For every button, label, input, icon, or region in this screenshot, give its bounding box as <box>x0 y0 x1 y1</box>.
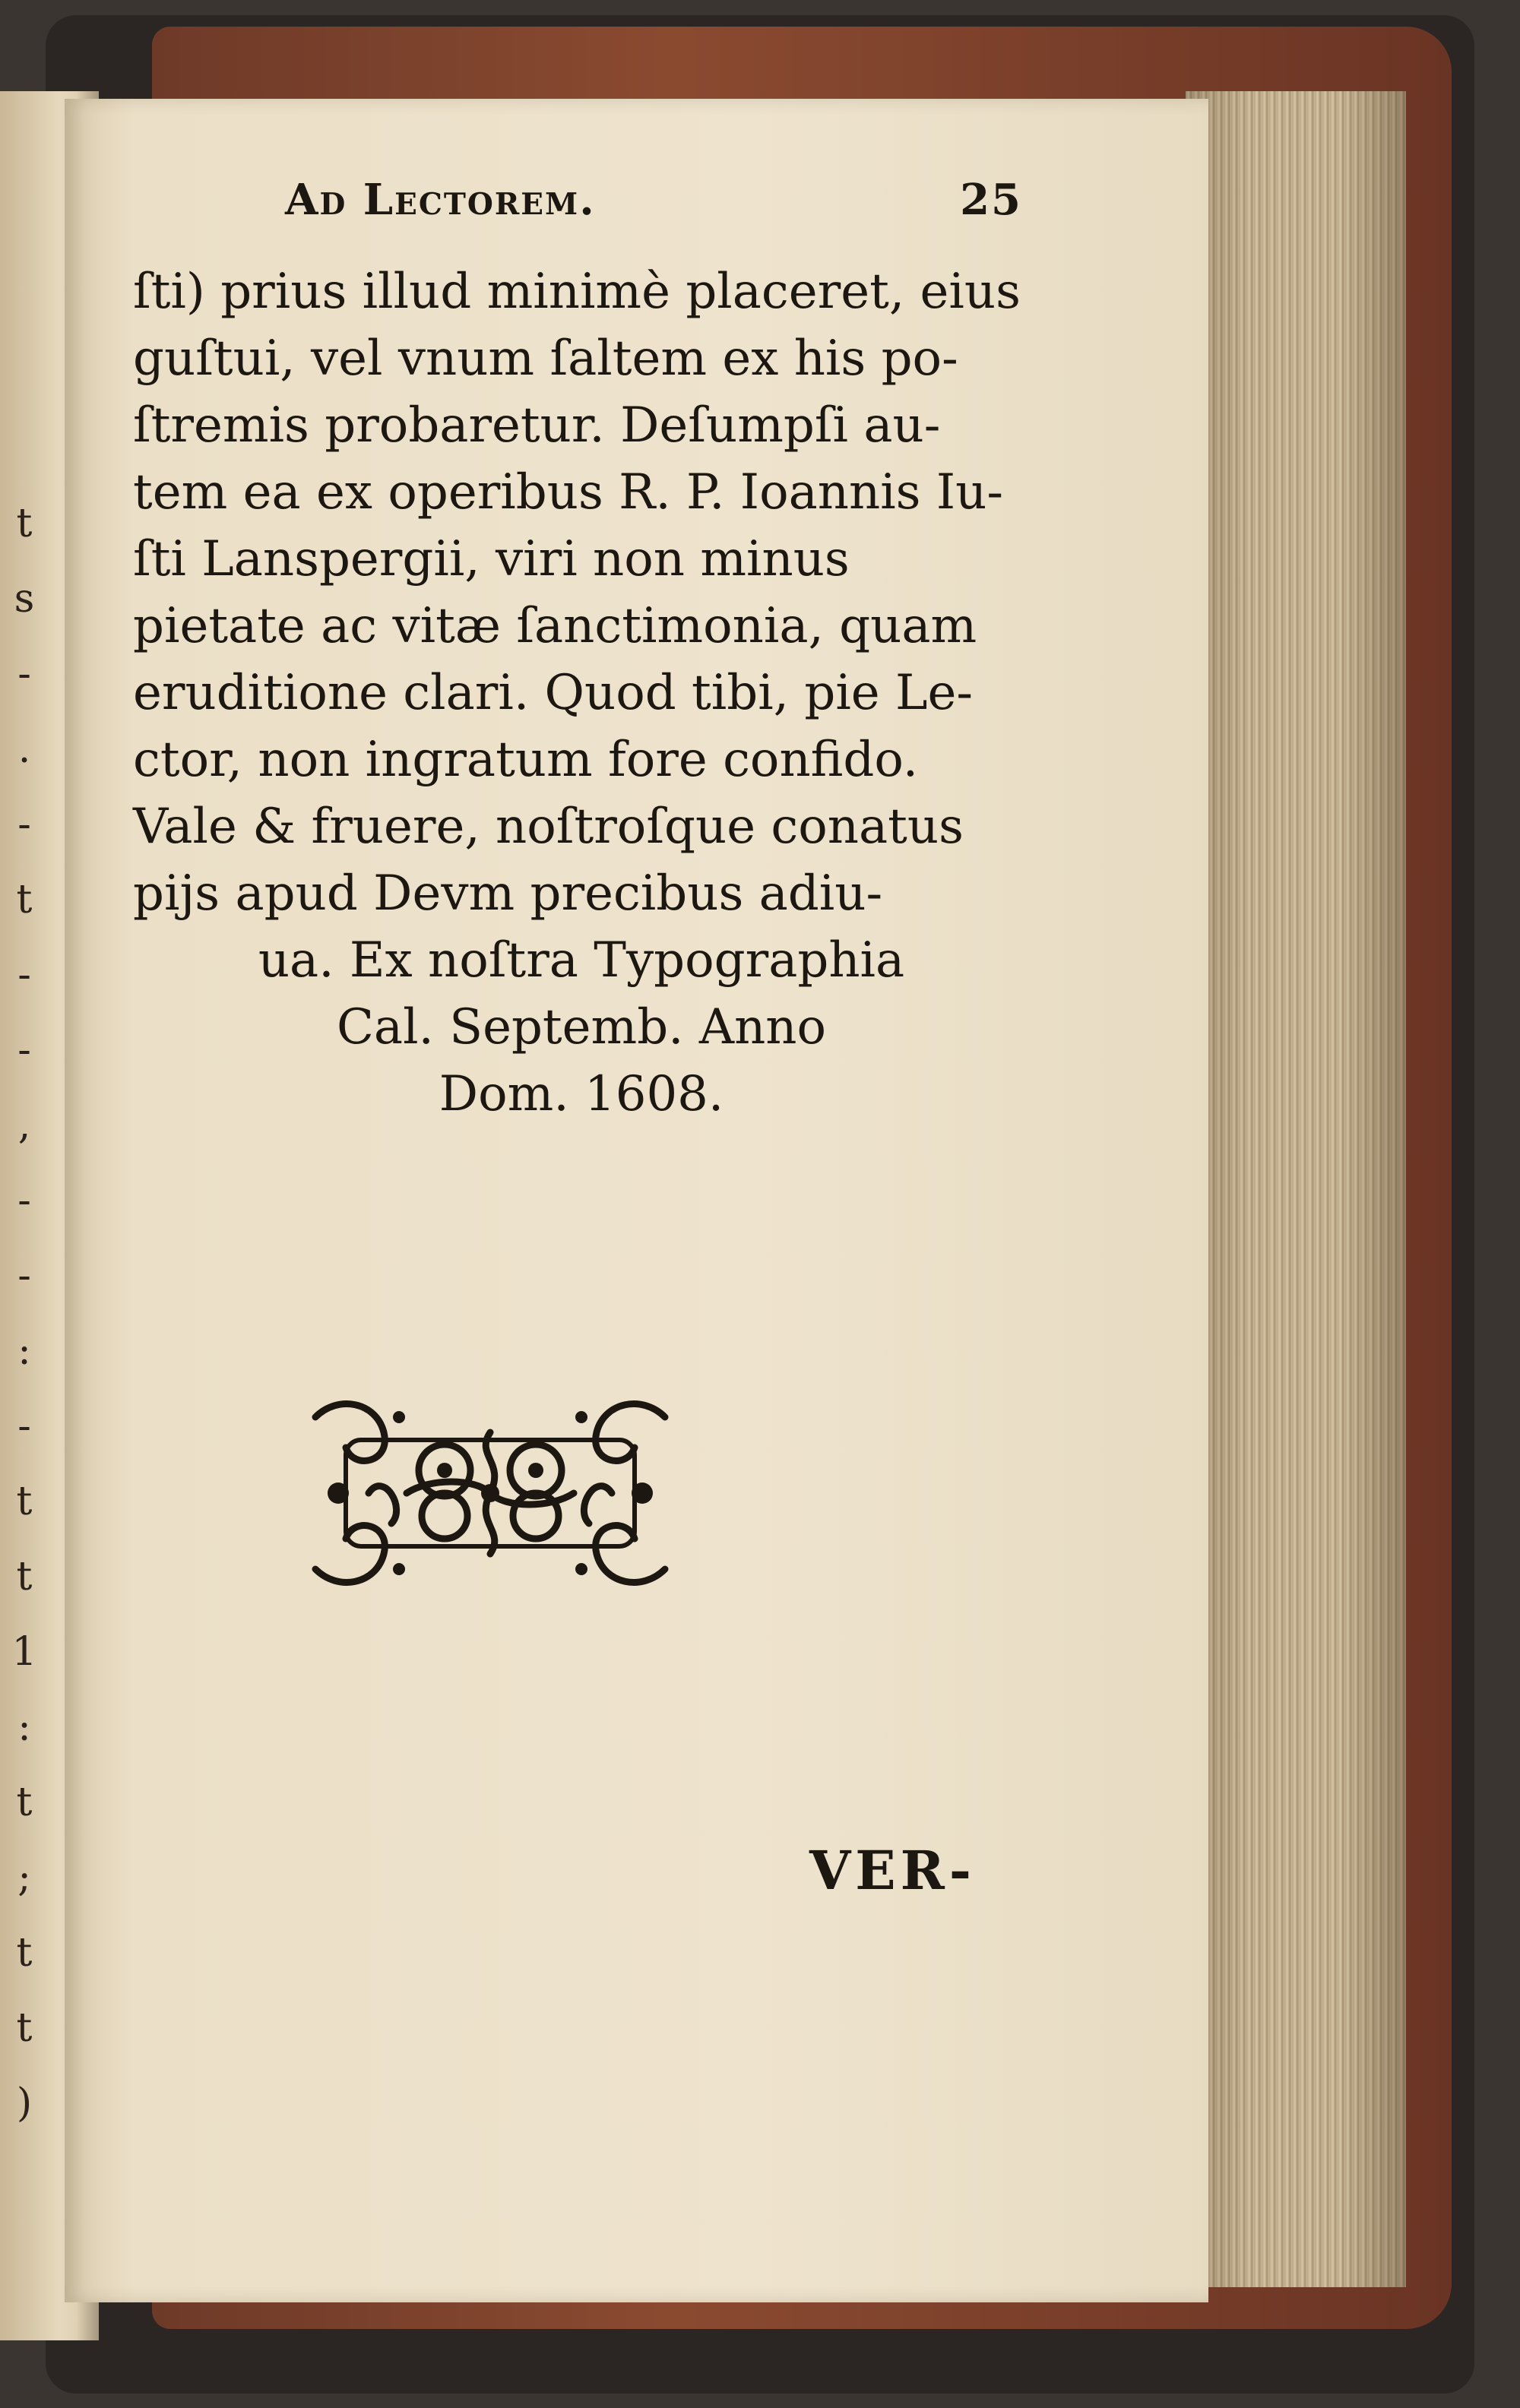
text-line: pietate ac vitæ ſanctimonia, quam <box>133 598 977 654</box>
page-number: 25 <box>960 175 1022 225</box>
text-line: Vale & fruere, noſtroſque conatus <box>133 799 964 855</box>
page-block-edges <box>1186 91 1406 2287</box>
text-line: pijs apud Devm precibus adiu- <box>133 865 883 922</box>
text-line: ſti Lanspergii, viri non minus <box>133 531 850 587</box>
running-head <box>133 175 1030 258</box>
text-line: eruditione clari. Quod tibi, pie Le- <box>133 665 973 721</box>
closing-line: Cal. Septemb. Anno <box>336 999 827 1055</box>
text-line: ua. Ex noſtra Typographia <box>258 932 905 989</box>
text-block <box>133 175 1030 1128</box>
book-page <box>65 99 1208 2302</box>
text-line: ſtremis probaretur. Deſumpſi au- <box>133 397 941 454</box>
text-line: ſti) prius illud minimè placeret, eius <box>133 264 1021 320</box>
running-head-title: Ad Lectorem. <box>285 175 596 225</box>
text-line: guſtui, vel vnum ſaltem ex his po- <box>133 331 958 387</box>
catchword: VER- <box>809 1839 976 1902</box>
body-text <box>133 258 1030 1128</box>
printers-ornament-icon <box>293 1387 688 1600</box>
text-line: tem ea ex operibus R. P. Ioannis Iu- <box>133 464 1003 521</box>
text-line: ctor, non ingratum fore confido. <box>133 732 919 788</box>
closing-line: Dom. 1608. <box>439 1066 724 1122</box>
facing-page-line-ends: t s - . - t - - , - - : - t t 1 : t ; t t ) <box>11 501 37 2126</box>
